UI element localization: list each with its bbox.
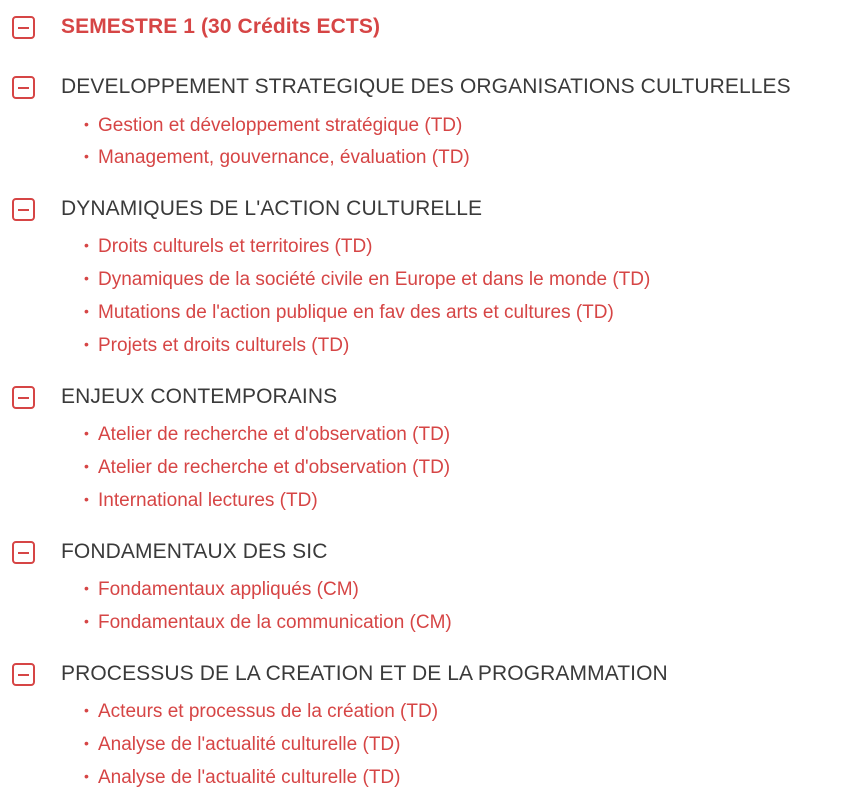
- course-item[interactable]: [84, 147, 470, 169]
- bullet-icon: •: [84, 580, 89, 596]
- bullet-icon: •: [84, 237, 89, 253]
- course-label: Analyse de l'actualité culturelle (TD): [98, 734, 401, 755]
- module-title: DYNAMIQUES DE L'ACTION CULTURELLE: [61, 197, 483, 220]
- course-item[interactable]: [84, 490, 318, 512]
- course-label: Atelier de recherche et d'observation (TD): [98, 457, 451, 478]
- course-label: Dynamiques de la société civile en Europe et dans le monde (TD): [98, 269, 651, 290]
- bullet-icon: •: [84, 491, 89, 507]
- course-item[interactable]: [84, 579, 359, 601]
- bullet-icon: •: [84, 613, 89, 629]
- course-item[interactable]: [84, 457, 450, 479]
- course-label: Fondamentaux appliqués (CM): [98, 579, 359, 600]
- course-label: Mutations de l'action publique en fav des arts et cultures (TD): [98, 302, 614, 323]
- course-label: Management, gouvernance, évaluation (TD): [98, 147, 470, 168]
- bullet-icon: •: [84, 148, 89, 164]
- course-item[interactable]: [84, 701, 438, 723]
- module-collapse-toggle[interactable]: [12, 541, 35, 564]
- module-title: DEVELOPPEMENT STRATEGIQUE DES ORGANISATIONS CULTURELLES: [61, 75, 791, 98]
- module-collapse-toggle[interactable]: [12, 76, 35, 99]
- bullet-icon: •: [84, 336, 89, 352]
- course-label: Acteurs et processus de la création (TD): [98, 701, 439, 722]
- bullet-icon: •: [84, 116, 89, 132]
- bullet-icon: •: [84, 702, 89, 718]
- course-label: Projets et droits culturels (TD): [98, 335, 350, 356]
- course-item[interactable]: [84, 734, 400, 756]
- semester-title: SEMESTRE 1 (30 Crédits ECTS): [61, 15, 381, 38]
- course-label: Analyse de l'actualité culturelle (TD): [98, 767, 401, 788]
- course-item[interactable]: [84, 302, 614, 324]
- course-item[interactable]: [84, 269, 650, 291]
- bullet-icon: •: [84, 735, 89, 751]
- course-label: Droits culturels et territoires (TD): [98, 236, 373, 257]
- course-label: Atelier de recherche et d'observation (TD): [98, 424, 451, 445]
- bullet-icon: •: [84, 303, 89, 319]
- module-title: FONDAMENTAUX DES SIC: [61, 540, 328, 563]
- course-label: International lectures (TD): [98, 490, 318, 511]
- module-collapse-toggle[interactable]: [12, 386, 35, 409]
- course-item[interactable]: [84, 612, 452, 634]
- module-collapse-toggle[interactable]: [12, 198, 35, 221]
- course-item[interactable]: [84, 115, 462, 137]
- course-item[interactable]: [84, 236, 373, 258]
- course-label: Fondamentaux de la communication (CM): [98, 612, 452, 633]
- module-title: ENJEUX CONTEMPORAINS: [61, 385, 338, 408]
- semester-collapse-toggle[interactable]: [12, 16, 35, 39]
- module-collapse-toggle[interactable]: [12, 663, 35, 686]
- bullet-icon: •: [84, 458, 89, 474]
- course-item[interactable]: [84, 335, 349, 357]
- module-title: PROCESSUS DE LA CREATION ET DE LA PROGRAMMATION: [61, 662, 668, 685]
- bullet-icon: •: [84, 270, 89, 286]
- bullet-icon: •: [84, 425, 89, 441]
- bullet-icon: •: [84, 768, 89, 784]
- course-item[interactable]: [84, 767, 400, 789]
- course-label: Gestion et développement stratégique (TD): [98, 115, 463, 136]
- course-item[interactable]: [84, 424, 450, 446]
